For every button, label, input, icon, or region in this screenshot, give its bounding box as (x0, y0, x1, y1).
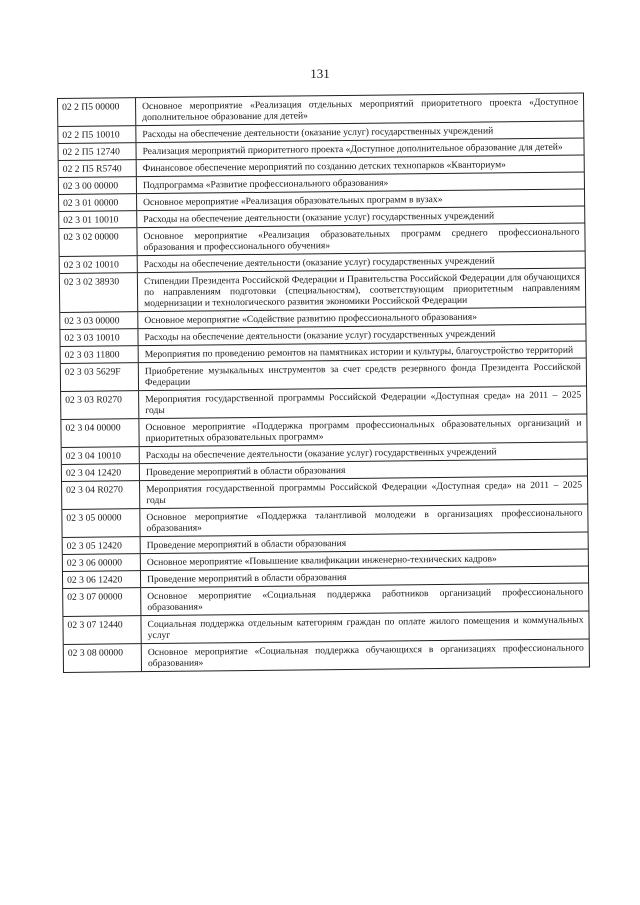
expense-description: Основное мероприятие «Реализация отдельных мероприятий приоритетного проекта «Доступное дополнительное образование для детей» (136, 93, 584, 125)
expense-description: Расходы на обеспечение деятельности (оказание услуг) государственных учреждений (137, 206, 585, 227)
expense-description: Основное мероприятие «Поддержка программ профессиональных образовательных организаций и приоритетных образовательных программ» (139, 414, 587, 446)
expense-description: Основное мероприятие «Социальная поддержка обучающихся в организациях профессионального образования» (142, 639, 590, 671)
expense-description: Мероприятия по проведению ремонтов на памятниках истории и культуры, благоустройство территорий (139, 341, 587, 362)
classification-code: 02 3 03 5629F (61, 363, 139, 391)
expense-description: Социальная поддержка отдельным категориям граждан по оплате жилого помещения и коммунальных услуг (141, 611, 589, 643)
expense-description: Мероприятия государственной программы Российской Федерации «Доступная среда» на 2011 – 2025 годы (140, 476, 588, 508)
expense-description: Основное мероприятие «Социальная поддержка работников организаций профессионального образования» (141, 583, 589, 615)
expense-description: Финансовое обеспечение мероприятий по созданию детских технопарков «Кванториум» (137, 155, 585, 176)
classification-code: 02 3 07 00000 (63, 588, 141, 616)
classification-code: 02 3 06 00000 (63, 554, 141, 571)
classification-code: 02 3 04 10010 (62, 447, 140, 464)
classification-code: 02 3 08 00000 (64, 644, 142, 672)
table-row (64, 639, 590, 673)
table-row (60, 268, 586, 313)
classification-code: 02 3 04 00000 (61, 419, 139, 447)
classification-code: 02 3 06 12420 (63, 571, 141, 588)
classification-code: 02 3 03 00000 (60, 312, 138, 329)
classification-code: 02 3 05 12420 (63, 537, 141, 554)
page-number: 131 (310, 66, 330, 81)
expense-description: Проведение мероприятий в области образования (141, 532, 589, 553)
expense-description: Расходы на обеспечение деятельности (оказание услуг) государственных учреждений (136, 121, 584, 142)
expense-description: Мероприятия государственной программы Российской Федерации «Доступная среда» на 2011 – 2025 годы (139, 386, 587, 418)
classification-code: 02 3 02 10010 (60, 256, 138, 273)
classification-code: 02 3 04 12420 (62, 464, 140, 481)
expense-description: Расходы на обеспечение деятельности (оказание услуг) государственных учреждений (138, 324, 586, 345)
classification-code: 02 2 П5 10010 (58, 126, 136, 143)
classification-code: 02 3 00 00000 (59, 177, 137, 194)
budget-classification-table (57, 92, 590, 672)
classification-code: 02 3 01 00000 (59, 194, 137, 211)
classification-code: 02 3 03 10010 (60, 329, 138, 346)
expense-description: Подпрограмма «Развитие профессионального образования» (137, 172, 585, 193)
classification-code: 02 3 03 11800 (61, 346, 139, 363)
classification-code: 02 3 04 R0270 (62, 481, 140, 509)
expense-description: Проведение мероприятий в области образования (140, 459, 588, 480)
expense-description: Основное мероприятие «Реализация образовательных программ в вузах» (137, 189, 585, 210)
expense-description: Проведение мероприятий в области образования (141, 566, 589, 587)
expense-description: Стипендии Президента Российской Федерации и Правительства Российской Федерации для обучающихся по направлениям подготовки (специальностям), соответствующим приоритетным направлениям модернизации и технологического развития экономики Российской Федерации (138, 268, 586, 311)
expense-description: Приобретение музыкальных инструментов за счет средств резервного фонда Президента Российской Федерации (139, 358, 587, 390)
classification-code: 02 3 01 10010 (59, 211, 137, 228)
classification-code: 02 3 03 R0270 (61, 391, 139, 419)
classification-code: 02 2 П5 R5740 (59, 160, 137, 177)
classification-code: 02 3 02 38930 (60, 273, 138, 312)
classification-code: 02 3 05 00000 (62, 509, 140, 537)
expense-description: Основное мероприятие «Реализация образовательных программ среднего профессионального образования и профессионального обучения» (137, 223, 585, 255)
expense-description: Основное мероприятие «Повышение квалификации инженерно-технических кадров» (141, 549, 589, 570)
classification-code: 02 3 02 00000 (59, 228, 137, 256)
expense-description: Основное мероприятие «Содействие развитию профессионального образования» (138, 307, 586, 328)
expense-description: Расходы на обеспечение деятельности (оказание услуг) государственных учреждений (140, 442, 588, 463)
expense-description: Расходы на обеспечение деятельности (оказание услуг) государственных учреждений (138, 251, 586, 272)
classification-code: 02 3 07 12440 (63, 616, 141, 644)
classification-code: 02 2 П5 12740 (58, 143, 136, 160)
expense-description: Реализация мероприятий приоритетного проекта «Доступное дополнительное образование для детей» (136, 138, 584, 159)
expense-description: Основное мероприятие «Поддержка талантливой молодежи в организациях профессионального образования» (140, 504, 588, 536)
classification-code: 02 2 П5 00000 (58, 98, 136, 126)
